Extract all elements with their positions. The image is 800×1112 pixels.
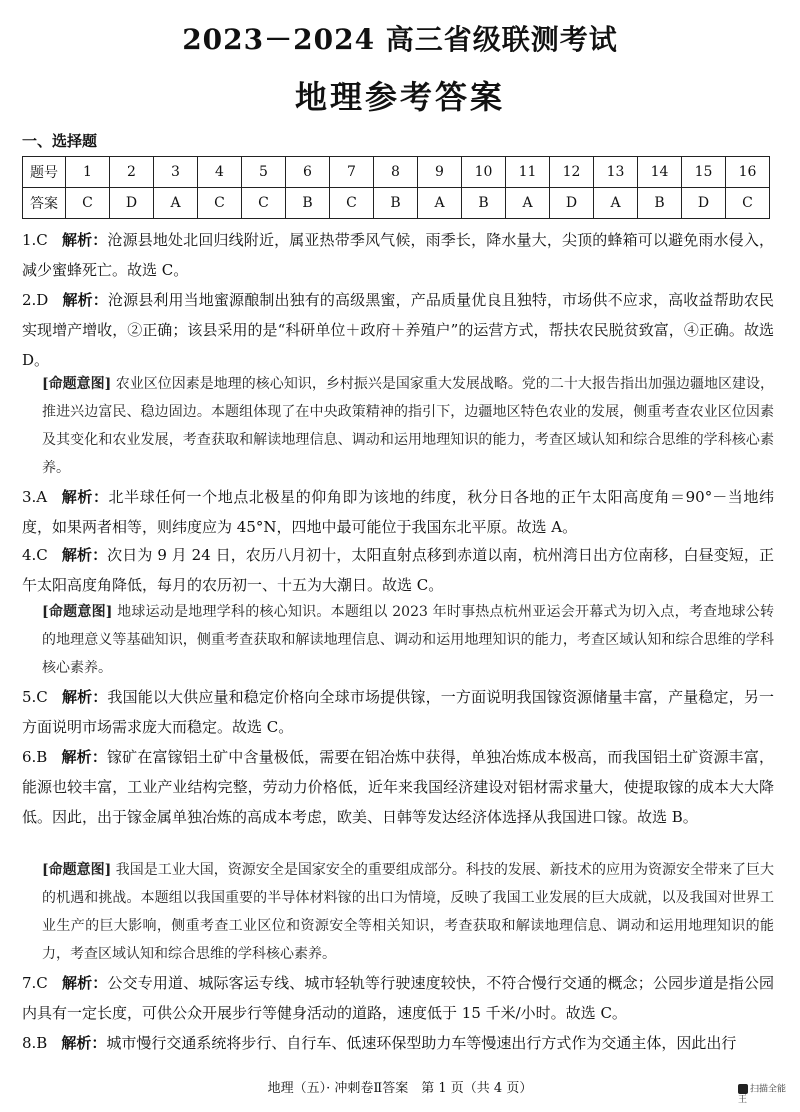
question-number: 3	[154, 157, 198, 188]
item-number: 5.C	[22, 688, 48, 706]
row-label-answer: 答案	[23, 188, 66, 219]
item-text: 沧源县地处北回归线附近，属亚热带季风气候，雨季长，降水量大，尖顶的蜂箱可以避免雨水侵入，减少蜜蜂死亡。故选 C。	[22, 231, 774, 279]
item-text: 次日为 9 月 24 日，农历八月初十，太阳直射点移到赤道以南，杭州湾日出方位南移，白昼变短，正午太阳高度角降低，每月的农历初一、十五为大潮日。故选 C。	[22, 546, 774, 594]
analysis-keyword: 解析：	[61, 974, 108, 992]
analysis-keyword: 解析：	[61, 488, 109, 506]
answer-cell: B	[462, 188, 506, 219]
item-text: 北半球任何一个地点北极星的仰角即为该地的纬度，秋分日各地的正午太阳高度角＝90°－当地纬度，如果两者相等，则纬度应为 45°N，四地中最可能位于我国东北平原。故选 A。	[22, 488, 774, 536]
question-number: 8	[374, 157, 418, 188]
item-text: 城市慢行交通系统将步行、自行车、低速环保型助力车等慢速出行方式作为交通主体，因此出行	[106, 1034, 737, 1052]
explanation-item	[22, 1028, 774, 1058]
question-number-row	[23, 157, 770, 188]
section-title: 一、选择题	[22, 132, 98, 150]
answer-row	[23, 188, 770, 219]
question-number: 13	[594, 157, 638, 188]
explanation-item	[22, 482, 774, 542]
answer-cell: B	[374, 188, 418, 219]
row-label-number: 题号	[23, 157, 66, 188]
scanner-watermark	[738, 1084, 792, 1104]
question-number: 12	[550, 157, 594, 188]
item-text: 镓矿在富镓铝土矿中含量极低，需要在铝冶炼中获得，单独冶炼成本极高，而我国铝土矿资源丰富，能源也较丰富，工业产业结构完整，劳动力价格低，近年来我国经济建设对铝材需求量大，使提取镓的成本大大降低。因此，出于镓金属单独冶炼的高成本考虑，欧美、日韩等发达经济体选择从我国进口镓。故选 B。	[22, 748, 774, 826]
item-text: 公交专用道、城际客运专线、城市轻轨等行驶速度较快，不符合慢行交通的概念；公园步道是指公园内具有一定长度，可供公众开展步行等健身活动的道路，速度低于 15 千米/小时。故选 C。	[22, 974, 774, 1022]
intent-text: 地球运动是地理学科的核心知识。本题组以 2023 年时事热点杭州亚运会开幕式为切入点，考查地球公转的地理意义等基础知识，侧重考查获取和解读地理信息、调动和运用地理知识的能力，考查区域认知和综合思维的学科核心素养。	[42, 604, 775, 676]
analysis-keyword: 解析：	[61, 231, 108, 249]
explanation-item	[22, 968, 774, 1028]
question-number: 16	[726, 157, 770, 188]
answer-cell: A	[418, 188, 462, 219]
analysis-keyword: 解析：	[61, 1034, 107, 1052]
intent-tag: [命题意图]	[42, 604, 113, 620]
explanation-item	[22, 682, 774, 742]
question-number: 14	[638, 157, 682, 188]
intent-text: 农业区位因素是地理的核心知识，乡村振兴是国家重大发展战略。党的二十大报告指出加强边疆地区建设，推进兴边富民、稳边固边。本题组体现了在中央政策精神的指引下，边疆地区特色农业的发展，侧重考查农业区位因素及其变化和农业发展，考查获取和解读地理信息、调动和运用地理知识的能力，考查区域认知和综合思维的学科核心素养。	[42, 376, 775, 476]
question-number: 10	[462, 157, 506, 188]
question-number: 4	[198, 157, 242, 188]
answer-cell: A	[506, 188, 550, 219]
question-number: 9	[418, 157, 462, 188]
item-number: 4.C	[22, 546, 48, 564]
item-number: 1.C	[22, 231, 48, 249]
page-footer: 地理（五）· 冲刺卷Ⅱ答案 第 1 页（共 4 页）	[267, 1081, 533, 1096]
explanation-item	[22, 225, 774, 285]
analysis-keyword: 解析：	[61, 748, 107, 766]
intent-block	[42, 370, 774, 482]
item-number: 6.B	[22, 748, 48, 766]
exam-title: 2023－2024 高三省级联测考试	[182, 23, 618, 56]
question-number: 7	[330, 157, 374, 188]
explanation-item	[22, 742, 774, 832]
answer-cell: D	[682, 188, 726, 219]
question-number: 15	[682, 157, 726, 188]
answer-cell: B	[286, 188, 330, 219]
answer-cell: C	[198, 188, 242, 219]
answer-cell: B	[638, 188, 682, 219]
answer-cell: C	[726, 188, 770, 219]
item-number: 8.B	[22, 1034, 48, 1052]
answer-cell: A	[594, 188, 638, 219]
answer-cell: C	[66, 188, 110, 219]
intent-text: 我国是工业大国，资源安全是国家安全的重要组成部分。科技的发展、新技术的应用为资源安全带来了巨大的机遇和挑战。本题组以我国重要的半导体材料镓的出口为情境，反映了我国工业发展的巨大成就，以及我国对世界工业生产的巨大影响，侧重考查工业区位和资源安全等相关知识，考查获取和解读地理信息、调动和运用地理知识的能力，考查区域认知和综合思维的学科核心素养。	[42, 862, 775, 962]
question-number: 5	[242, 157, 286, 188]
watermark-text: 扫描全能王	[738, 1084, 787, 1105]
answer-cell: C	[242, 188, 286, 219]
intent-block	[42, 856, 774, 968]
scanner-logo-icon	[738, 1084, 748, 1094]
intent-block	[42, 598, 774, 682]
item-number: 3.A	[22, 488, 48, 506]
item-number: 7.C	[22, 974, 48, 992]
answer-cell: C	[330, 188, 374, 219]
question-number: 6	[286, 157, 330, 188]
item-text: 我国能以大供应量和稳定价格向全球市场提供镓，一方面说明我国镓资源储量丰富，产量稳定，另一方面说明市场需求庞大而稳定。故选 C。	[22, 688, 774, 736]
intent-tag: [命题意图]	[42, 862, 112, 878]
analysis-keyword: 解析：	[62, 291, 108, 309]
explanation-item	[22, 540, 774, 600]
answer-cell: A	[154, 188, 198, 219]
explanation-item	[22, 285, 774, 375]
doc-subtitle: 地理参考答案	[294, 78, 505, 116]
question-number: 1	[66, 157, 110, 188]
analysis-keyword: 解析：	[61, 688, 108, 706]
analysis-keyword: 解析：	[61, 546, 108, 564]
answer-cell: D	[550, 188, 594, 219]
item-number: 2.D	[22, 291, 49, 309]
answer-table	[22, 156, 770, 219]
question-number: 2	[110, 157, 154, 188]
question-number: 11	[506, 157, 550, 188]
item-text: 沧源县利用当地蜜源酿制出独有的高级黑蜜，产品质量优良且独特，市场供不应求，高收益帮助农民实现增产增收，②正确；该县采用的是“科研单位＋政府＋养殖户”的运营方式，帮扶农民脱贫致富，④正确。故选 D。	[22, 291, 774, 369]
intent-tag: [命题意图]	[42, 376, 112, 392]
answer-cell: D	[110, 188, 154, 219]
